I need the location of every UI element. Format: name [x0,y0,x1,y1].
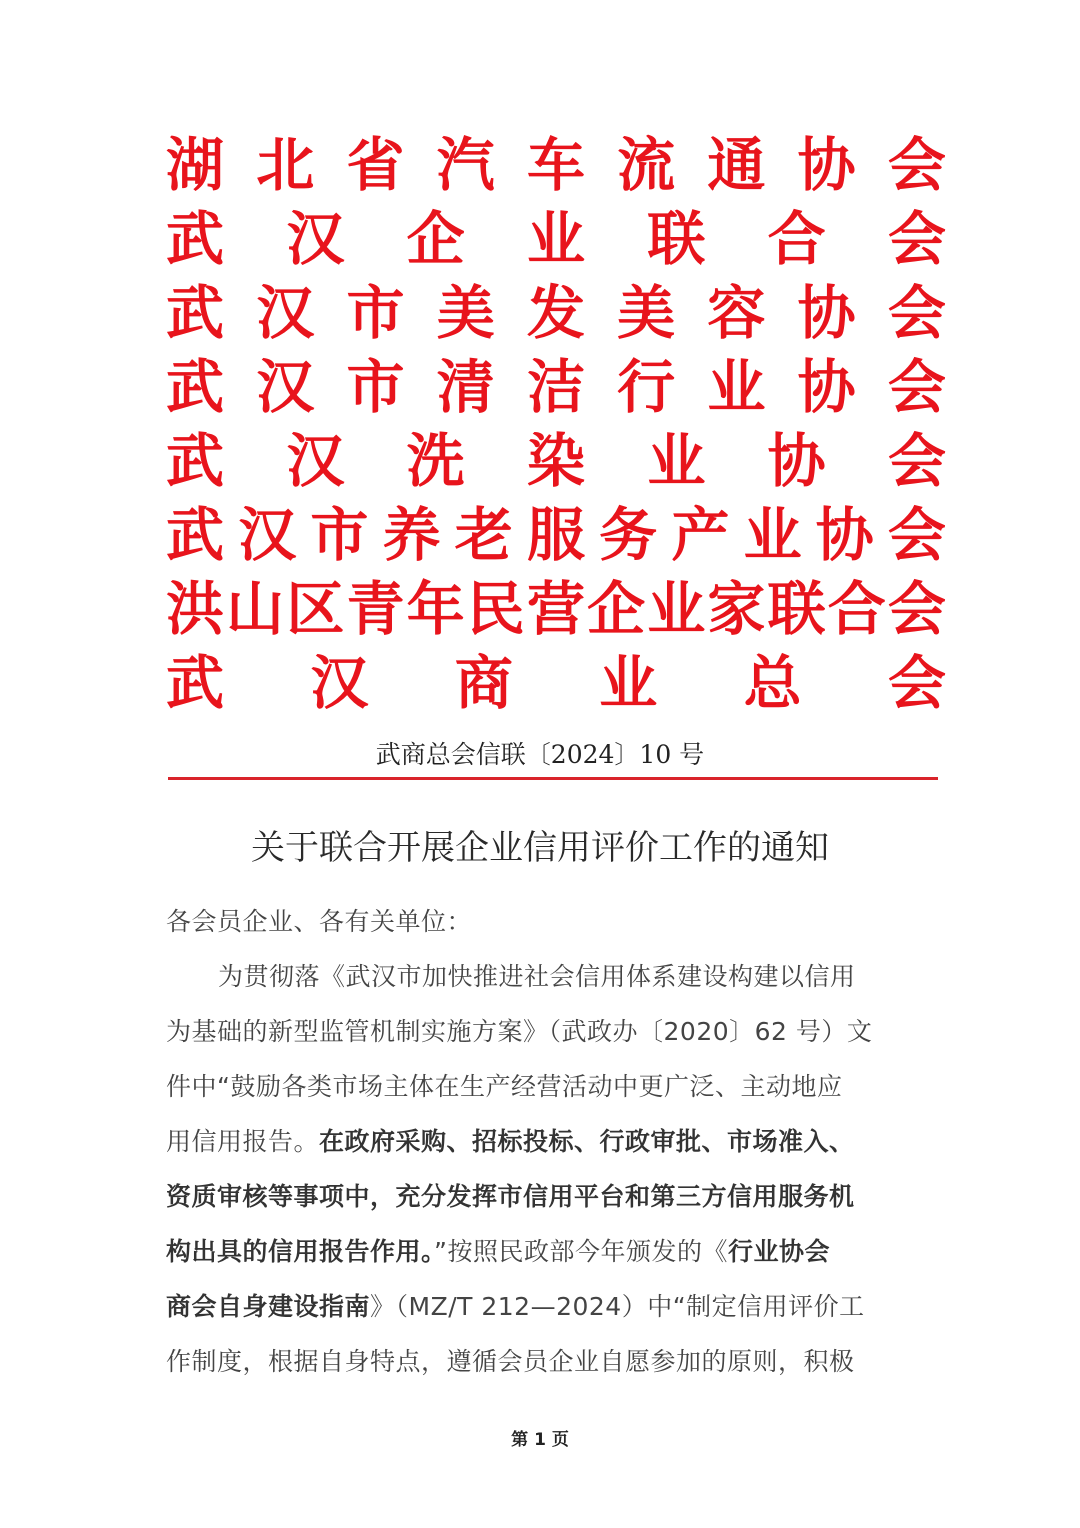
issuer-char: 北 [256,131,315,199]
issuer-char: 合 [827,575,886,643]
issuer-char: 企 [587,575,646,643]
paragraph-line [166,1114,926,1169]
issuer-char: 通 [707,131,766,199]
issuer-char: 企 [406,205,465,273]
issuer-char: 产 [671,501,730,569]
paragraph-line [166,1059,926,1114]
salutation: 各会员企业、各有关单位： [166,907,473,936]
issuer-char: 联 [647,205,706,273]
document-body [166,894,926,1389]
issuer-char: 服 [526,501,585,569]
issuer-char: 市 [346,279,405,347]
issuer-char: 车 [526,131,585,199]
issuer-char: 流 [617,131,676,199]
issuer-char: 协 [797,353,856,421]
text: 》（MZ/T 212—2024）中“制定信用评价工 [370,1292,865,1321]
issuer-char: 民 [466,575,525,643]
issuer-char: 汉 [286,205,345,273]
issuer-name [166,498,946,572]
document-title: 关于联合开展企业信用评价工作的通知 [251,828,829,868]
issuer-char: 会 [887,353,946,421]
issuer-char: 商 [454,649,513,717]
issuer-char: 协 [815,501,874,569]
issuer-char: 协 [797,279,856,347]
issuer-char: 汽 [436,131,495,199]
text: 件中“鼓励各类市场主体在生产经营活动中更广泛、主动地应 [166,1072,843,1101]
issuer-char: 汉 [238,501,297,569]
paragraph-line [166,1224,926,1279]
issuer-name [166,128,946,202]
issuer-char: 清 [436,353,495,421]
issuer-char: 武 [166,427,225,495]
bold-text: 构出具的信用报告作用。 [166,1237,435,1266]
text: ”按照民政部今年颁发的《 [434,1237,728,1266]
issuer-name [166,424,946,498]
issuer-char: 武 [166,353,225,421]
issuer-name [166,276,946,350]
issuer-char: 养 [382,501,441,569]
issuer-char: 发 [526,279,585,347]
issuer-char: 青 [346,575,405,643]
issuer-char: 务 [599,501,658,569]
issuer-char: 总 [743,649,802,717]
issuer-char: 洁 [526,353,585,421]
issuer-name [166,572,946,646]
paragraph-line [166,1169,926,1224]
paragraph-line [166,949,926,1004]
issuer-char: 美 [617,279,676,347]
bold-text: 行业协会 [727,1237,830,1266]
issuer-char: 省 [346,131,405,199]
paragraph-line [166,1004,926,1059]
text: 为基础的新型监管机制实施方案》（武政办〔2020〕62 号）文 [166,1017,873,1046]
paragraph [166,949,926,1389]
issuer-char: 老 [454,501,513,569]
issuer-char: 会 [887,279,946,347]
issuer-char: 家 [707,575,766,643]
bold-text: 在政府采购、招标投标、行政审批、市场准入、 [319,1127,855,1156]
issuer-char: 汉 [286,427,345,495]
issuer-char: 会 [887,131,946,199]
issuer-char: 营 [526,575,585,643]
issuer-char: 业 [743,501,802,569]
issuer-char: 业 [707,353,766,421]
issuer-char: 会 [887,205,946,273]
issuer-char: 山 [226,575,285,643]
issuer-char: 汉 [310,649,369,717]
issuer-char: 合 [767,205,826,273]
paragraph-line [166,1279,926,1334]
issuer-char: 会 [887,501,946,569]
text: 用信用报告。 [166,1127,320,1156]
issuer-char: 协 [797,131,856,199]
issuer-char: 会 [887,427,946,495]
document-number: 武商总会信联〔2024〕10 号 [375,740,705,769]
issuer-name [166,646,946,720]
page-number: 第 1 页 [511,1430,569,1450]
issuer-char: 业 [526,205,585,273]
red-divider-line [168,777,938,780]
paragraph-line [166,1334,926,1389]
bold-text: 资质审核等事项中，充分发挥市信用平台和第三方信用服务机 [166,1182,855,1211]
issuer-char: 区 [286,575,345,643]
issuer-char: 年 [406,575,465,643]
bold-text: 商会自身建设指南 [166,1292,371,1321]
issuer-char: 行 [617,353,676,421]
issuer-char: 染 [526,427,585,495]
issuer-char: 容 [707,279,766,347]
text: 为贯彻落《武汉市加快推进社会信用体系建设构建以信用 [218,962,856,991]
issuer-char: 美 [436,279,495,347]
issuer-char: 武 [166,205,225,273]
issuer-name [166,202,946,276]
issuer-char: 洪 [166,575,225,643]
issuer-char: 联 [767,575,826,643]
issuer-char: 湖 [166,131,225,199]
issuer-char: 武 [166,279,225,347]
issuer-char: 业 [599,649,658,717]
issuer-char: 市 [346,353,405,421]
issuer-char: 洗 [406,427,465,495]
issuer-char: 会 [887,649,946,717]
issuer-char: 会 [887,575,946,643]
issuer-char: 业 [647,427,706,495]
issuer-char: 汉 [256,353,315,421]
issuing-organizations [166,128,946,720]
text: 作制度，根据自身特点，遵循会员企业自愿参加的原则，积极 [166,1347,855,1376]
issuer-char: 汉 [256,279,315,347]
issuer-char: 市 [310,501,369,569]
issuer-char: 武 [166,649,225,717]
issuer-char: 协 [767,427,826,495]
issuer-char: 业 [647,575,706,643]
issuer-name [166,350,946,424]
issuer-char: 武 [166,501,225,569]
